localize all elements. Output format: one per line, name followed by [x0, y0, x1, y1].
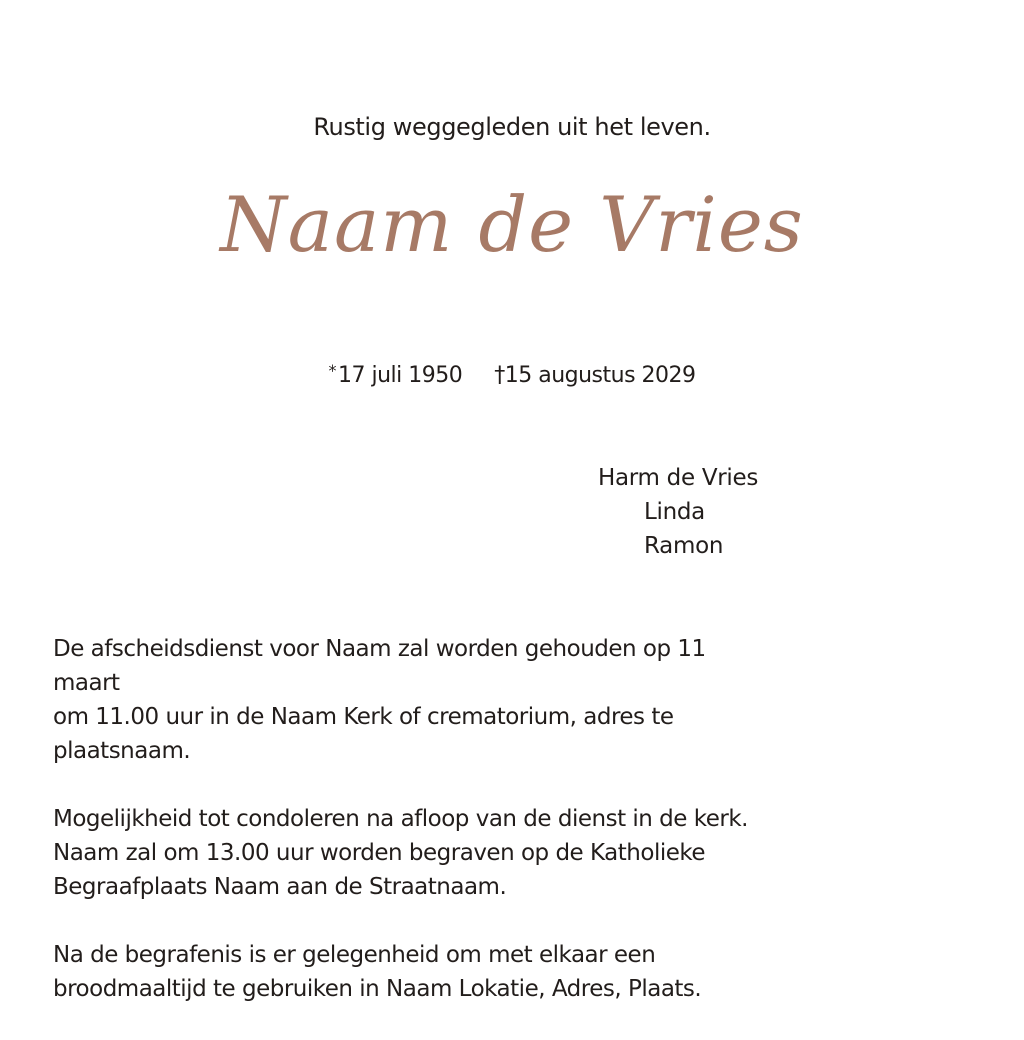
birth-symbol: *	[328, 361, 336, 380]
death-date: 15 augustus 2029	[504, 363, 696, 388]
birth-date-group	[328, 363, 462, 388]
announcement-text	[53, 632, 773, 1040]
death-symbol: †	[494, 363, 505, 388]
condolence-paragraph: Mogelijkheid tot condoleren na afloop van de dienst in de kerk. Naam zal om 13.00 uur worden begraven op de Katholieke Begraafplaats Naam aan de Straatnaam.	[53, 806, 748, 900]
birth-date: 17 juli 1950	[337, 363, 463, 388]
dates-line	[0, 361, 1024, 388]
deceased-name: Naam de Vries	[220, 180, 804, 269]
family-member: Harm de Vries	[598, 465, 759, 491]
service-paragraph: De afscheidsdienst voor Naam zal worden gehouden op 11 maart om 11.00 uur in de Naam Kerk of crematorium, adres te plaatsnaam.	[53, 636, 706, 764]
meal-paragraph: Na de begrafenis is er gelegenheid om met elkaar een broodmaaltijd te gebruiken in Naam Lokatie, Adres, Plaats.	[53, 942, 702, 1002]
family-member: Ramon	[644, 533, 724, 559]
family-list	[598, 461, 768, 563]
family-member: Linda	[644, 499, 705, 525]
subtitle: Rustig weggegleden uit het leven.	[313, 113, 711, 141]
